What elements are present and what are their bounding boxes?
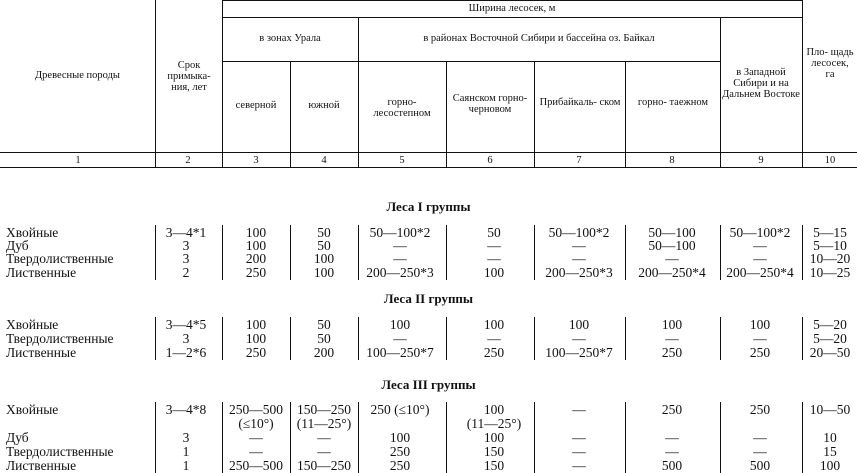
table-row: [0, 417, 857, 431]
value-cell: 3: [182, 251, 190, 266]
value-cell: 200—250*4: [726, 265, 794, 280]
header-sib-3: Прибайкаль- ском: [539, 97, 621, 108]
value-cell: 50—100*2: [548, 225, 610, 240]
value-cell: 250: [661, 402, 683, 417]
table-row: [0, 318, 857, 332]
value-cell: 50: [317, 317, 331, 332]
value-cell: 50: [317, 225, 331, 240]
value-cell: (11—25°): [296, 416, 352, 431]
value-cell: 200: [313, 345, 335, 360]
value-cell: 200: [245, 251, 267, 266]
value-cell: —: [753, 430, 767, 445]
value-cell: —: [665, 444, 679, 459]
value-cell: 3—4*8: [165, 402, 207, 417]
table-row: [0, 266, 857, 280]
value-cell: 100: [483, 402, 505, 417]
value-cell: 250: [245, 265, 267, 280]
value-cell: 3: [182, 331, 190, 346]
value-cell: 200—250*3: [545, 265, 613, 280]
value-cell: 250: [483, 345, 505, 360]
value-cell: (≤10°): [238, 416, 274, 431]
header-term: Срок примыка- ния, лет: [167, 60, 211, 93]
table-row: [0, 445, 857, 459]
value-cell: 50—100: [648, 225, 696, 240]
value-cell: 150: [483, 458, 505, 473]
value-cell: 100: [389, 430, 411, 445]
section-title-2: Леса II группы: [383, 291, 474, 306]
vline-7: [625, 61, 626, 167]
value-cell: —: [393, 331, 407, 346]
value-cell: —: [393, 251, 407, 266]
header-ural: в зонах Урала: [259, 33, 321, 44]
value-cell: —: [665, 331, 679, 346]
colnum-6: 6: [487, 155, 493, 166]
species-cell: Твердолиственные: [6, 251, 114, 266]
value-cell: 250: [245, 345, 267, 360]
value-cell: 100: [245, 331, 267, 346]
value-cell: —: [572, 251, 586, 266]
value-cell: 50: [317, 331, 331, 346]
colnum-5: 5: [399, 155, 405, 166]
value-cell: 100: [245, 317, 267, 332]
value-cell: —: [753, 444, 767, 459]
value-cell: 5—20: [813, 331, 847, 346]
header-sib-4: горно- таежном: [637, 97, 709, 108]
header-sib-2: Саянском горно- черновом: [452, 93, 528, 115]
colnum-4: 4: [321, 155, 327, 166]
value-cell: —: [487, 238, 501, 253]
species-cell: Твердолиственные: [6, 331, 114, 346]
header-area: Пло- щадь лесосек, га: [806, 47, 854, 80]
species-cell: Лиственные: [6, 458, 77, 473]
table-row: [0, 332, 857, 346]
value-cell: 100: [483, 317, 505, 332]
value-cell: 10—50: [809, 402, 851, 417]
species-cell: Дуб: [6, 238, 29, 253]
value-cell: 1: [182, 444, 190, 459]
table-row: [0, 346, 857, 360]
value-cell: 250: [661, 345, 683, 360]
header-bottom-line: [0, 152, 857, 153]
species-cell: Дуб: [6, 430, 29, 445]
colnum-3: 3: [253, 155, 259, 166]
value-cell: —: [487, 331, 501, 346]
value-cell: 100—250*7: [545, 345, 613, 360]
colnum-9: 9: [758, 155, 764, 166]
value-cell: —: [572, 430, 586, 445]
value-cell: 100: [389, 317, 411, 332]
value-cell: (11—25°): [466, 416, 522, 431]
value-cell: 5—15: [813, 225, 847, 240]
value-cell: 3: [182, 238, 190, 253]
value-cell: 100: [568, 317, 590, 332]
value-cell: 50: [487, 225, 501, 240]
value-cell: —: [249, 444, 263, 459]
value-cell: 100: [819, 458, 841, 473]
value-cell: —: [487, 251, 501, 266]
value-cell: 100: [245, 225, 267, 240]
value-cell: —: [572, 402, 586, 417]
value-cell: —: [753, 251, 767, 266]
value-cell: 250 (≤10°): [370, 402, 430, 417]
value-cell: —: [249, 430, 263, 445]
value-cell: —: [665, 251, 679, 266]
value-cell: 100: [661, 317, 683, 332]
vline-9: [802, 0, 803, 167]
vline-1: [155, 0, 156, 167]
value-cell: 100: [313, 251, 335, 266]
value-cell: 2: [182, 265, 190, 280]
value-cell: 250: [749, 345, 771, 360]
numbers-bottom-line: [0, 167, 857, 168]
value-cell: —: [572, 444, 586, 459]
value-cell: 200—250*3: [366, 265, 434, 280]
header-west: в Западной Сибири и на Дальнем Востоке: [722, 67, 800, 100]
value-cell: 100: [749, 317, 771, 332]
value-cell: 200—250*4: [638, 265, 706, 280]
header-line-2: [222, 17, 802, 18]
value-cell: 5—20: [813, 317, 847, 332]
species-cell: Хвойные: [6, 225, 59, 240]
species-cell: Хвойные: [6, 317, 59, 332]
header-width-title: Ширина лесосек, м: [468, 3, 556, 14]
header-ural-south: южной: [308, 100, 340, 111]
value-cell: 250: [389, 458, 411, 473]
vline-6: [534, 61, 535, 167]
value-cell: 150—250: [297, 458, 351, 473]
value-cell: 50—100*2: [729, 225, 791, 240]
section-title-3: Леса III группы: [381, 377, 476, 392]
value-cell: 150: [483, 444, 505, 459]
value-cell: 500: [661, 458, 683, 473]
table-row: [0, 226, 857, 240]
table-row: [0, 459, 857, 473]
header-sib-1: горно- лесостепном: [373, 97, 431, 119]
value-cell: 3—4*1: [165, 225, 207, 240]
header-siberia: в районах Восточной Сибири и бассейна оз. Байкал: [423, 33, 655, 44]
species-cell: Лиственные: [6, 345, 77, 360]
colnum-1: 1: [75, 155, 81, 166]
value-cell: 20—50: [809, 345, 851, 360]
value-cell: 50—100*2: [369, 225, 431, 240]
value-cell: 100—250*7: [366, 345, 434, 360]
value-cell: 5—10: [813, 238, 847, 253]
value-cell: 15: [823, 444, 837, 459]
species-cell: Твердолиственные: [6, 444, 114, 459]
value-cell: —: [665, 430, 679, 445]
value-cell: —: [753, 238, 767, 253]
colnum-7: 7: [576, 155, 582, 166]
table-row: [0, 239, 857, 253]
value-cell: 10—20: [809, 251, 851, 266]
species-cell: Лиственные: [6, 265, 77, 280]
vline-8: [720, 17, 721, 167]
value-cell: 100: [313, 265, 335, 280]
section-title-1: Леса I группы: [386, 199, 471, 214]
header-species: Древесные породы: [35, 70, 120, 81]
value-cell: —: [393, 238, 407, 253]
colnum-10: 10: [824, 155, 836, 166]
colnum-8: 8: [669, 155, 675, 166]
value-cell: 250—500: [229, 458, 283, 473]
species-cell: Хвойные: [6, 402, 59, 417]
table-row: [0, 431, 857, 445]
vline-5: [446, 61, 447, 167]
colnum-2: 2: [185, 155, 191, 166]
value-cell: —: [572, 458, 586, 473]
value-cell: 100: [483, 430, 505, 445]
header-ural-north: северной: [235, 100, 277, 111]
vline-3: [290, 61, 291, 167]
header-line-4: [358, 61, 720, 62]
value-cell: —: [753, 331, 767, 346]
value-cell: —: [572, 331, 586, 346]
value-cell: —: [317, 444, 331, 459]
value-cell: —: [317, 430, 331, 445]
value-cell: 1: [182, 458, 190, 473]
value-cell: 10—25: [809, 265, 851, 280]
value-cell: 250: [389, 444, 411, 459]
value-cell: 10: [823, 430, 837, 445]
value-cell: 50—100: [648, 238, 696, 253]
value-cell: 3—4*5: [165, 317, 207, 332]
vline-2: [222, 0, 223, 167]
value-cell: 150—250: [297, 402, 351, 417]
value-cell: 50: [317, 238, 331, 253]
value-cell: 3: [182, 430, 190, 445]
table-row: [0, 252, 857, 266]
table-row: [0, 403, 857, 417]
value-cell: —: [572, 238, 586, 253]
value-cell: 250—500: [229, 402, 283, 417]
value-cell: 100: [245, 238, 267, 253]
value-cell: 250: [749, 402, 771, 417]
value-cell: 100: [483, 265, 505, 280]
value-cell: 1—2*6: [165, 345, 207, 360]
value-cell: 500: [749, 458, 771, 473]
header-top-line: [222, 0, 802, 1]
